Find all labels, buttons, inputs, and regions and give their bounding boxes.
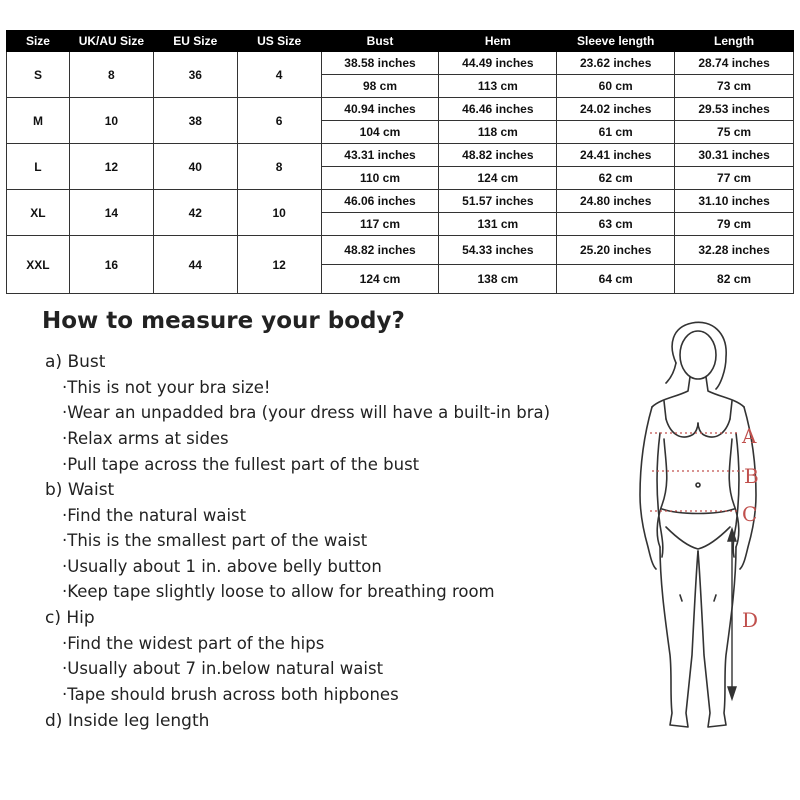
header-bust: Bust <box>321 31 439 52</box>
sleeve-cm-cell: 63 cm <box>557 213 675 236</box>
bust-cm-cell: 124 cm <box>321 265 439 294</box>
size-cell: L <box>7 144 70 190</box>
uk-au-cell: 8 <box>69 52 153 98</box>
list-item: ·This is not your bra size! <box>62 378 271 397</box>
eu-cell: 42 <box>153 190 237 236</box>
bust-cm-cell: 104 cm <box>321 121 439 144</box>
header-us-size: US Size <box>237 31 321 52</box>
hem-cm-cell: 124 cm <box>439 167 557 190</box>
bust-inches-cell: 46.06 inches <box>321 190 439 213</box>
table-row <box>7 236 794 265</box>
eu-cell: 44 <box>153 236 237 294</box>
waist-heading: b) Waist <box>45 480 115 500</box>
hem-inches-cell: 44.49 inches <box>439 52 557 75</box>
sleeve-inches-cell: 23.62 inches <box>557 52 675 75</box>
length-inches-cell: 31.10 inches <box>675 190 794 213</box>
list-item: ·Find the widest part of the hips <box>62 634 325 653</box>
size-cell: XL <box>7 190 70 236</box>
us-cell: 10 <box>237 190 321 236</box>
sleeve-cm-cell: 64 cm <box>557 265 675 294</box>
us-cell: 8 <box>237 144 321 190</box>
list-item: ·Tape should brush across both hipbones <box>62 685 399 704</box>
bust-cm-cell: 98 cm <box>321 75 439 98</box>
sleeve-inches-cell: 24.02 inches <box>557 98 675 121</box>
length-cm-cell: 79 cm <box>675 213 794 236</box>
hem-inches-cell: 46.46 inches <box>439 98 557 121</box>
us-cell: 12 <box>237 236 321 294</box>
header-length: Length <box>675 31 794 52</box>
bust-cm-cell: 117 cm <box>321 213 439 236</box>
list-item: ·Pull tape across the fullest part of the bust <box>62 455 420 474</box>
body-outline-figure-icon <box>600 315 800 745</box>
figure-label-b: B <box>744 464 759 488</box>
header-uk-au-size: UK/AU Size <box>69 31 153 52</box>
sleeve-inches-cell: 25.20 inches <box>557 236 675 265</box>
length-inches-cell: 32.28 inches <box>675 236 794 265</box>
length-cm-cell: 77 cm <box>675 167 794 190</box>
uk-au-cell: 16 <box>69 236 153 294</box>
length-inches-cell: 29.53 inches <box>675 98 794 121</box>
hip-heading: c) Hip <box>45 608 95 628</box>
length-inches-cell: 28.74 inches <box>675 52 794 75</box>
bust-cm-cell: 110 cm <box>321 167 439 190</box>
body-figure-svg <box>600 315 800 745</box>
uk-au-cell: 14 <box>69 190 153 236</box>
us-cell: 6 <box>237 98 321 144</box>
sleeve-cm-cell: 61 cm <box>557 121 675 144</box>
table-row <box>7 144 794 167</box>
eu-cell: 36 <box>153 52 237 98</box>
bust-inches-cell: 48.82 inches <box>321 236 439 265</box>
inside-leg-heading: d) Inside leg length <box>45 711 210 731</box>
figure-label-c: C <box>742 502 758 526</box>
table-row <box>7 98 794 121</box>
length-cm-cell: 73 cm <box>675 75 794 98</box>
bust-inches-cell: 38.58 inches <box>321 52 439 75</box>
table-header-row <box>7 31 794 52</box>
figure-label-a: A <box>742 424 757 448</box>
hem-cm-cell: 131 cm <box>439 213 557 236</box>
hem-inches-cell: 51.57 inches <box>439 190 557 213</box>
sleeve-cm-cell: 62 cm <box>557 167 675 190</box>
length-inches-cell: 30.31 inches <box>675 144 794 167</box>
length-cm-cell: 75 cm <box>675 121 794 144</box>
list-item: ·Keep tape slightly loose to allow for breathing room <box>62 582 495 601</box>
hem-cm-cell: 113 cm <box>439 75 557 98</box>
list-item: ·Find the natural waist <box>62 506 247 525</box>
length-cm-cell: 82 cm <box>675 265 794 294</box>
size-cell: M <box>7 98 70 144</box>
figure-label-d: D <box>742 608 759 632</box>
bust-inches-cell: 40.94 inches <box>321 98 439 121</box>
sleeve-inches-cell: 24.41 inches <box>557 144 675 167</box>
hem-inches-cell: 48.82 inches <box>439 144 557 167</box>
header-hem: Hem <box>439 31 557 52</box>
size-chart-table <box>6 30 794 294</box>
uk-au-cell: 10 <box>69 98 153 144</box>
guide-title: How to measure your body? <box>42 308 405 334</box>
eu-cell: 40 <box>153 144 237 190</box>
hem-cm-cell: 118 cm <box>439 121 557 144</box>
uk-au-cell: 12 <box>69 144 153 190</box>
bust-heading: a) Bust <box>45 352 106 372</box>
hem-inches-cell: 54.33 inches <box>439 236 557 265</box>
header-sleeve-length: Sleeve length <box>557 31 675 52</box>
eu-cell: 38 <box>153 98 237 144</box>
hem-cm-cell: 138 cm <box>439 265 557 294</box>
bust-inches-cell: 43.31 inches <box>321 144 439 167</box>
header-size: Size <box>7 31 70 52</box>
list-item: ·Wear an unpadded bra (your dress will have a built-in bra) <box>62 403 551 422</box>
list-item: ·This is the smallest part of the waist <box>62 531 368 550</box>
table-row <box>7 190 794 213</box>
list-item: ·Usually about 7 in.below natural waist <box>62 659 384 678</box>
size-cell: S <box>7 52 70 98</box>
list-item: ·Usually about 1 in. above belly button <box>62 557 382 576</box>
header-eu-size: EU Size <box>153 31 237 52</box>
sleeve-cm-cell: 60 cm <box>557 75 675 98</box>
us-cell: 4 <box>237 52 321 98</box>
size-cell: XXL <box>7 236 70 294</box>
sleeve-inches-cell: 24.80 inches <box>557 190 675 213</box>
table-row <box>7 52 794 75</box>
list-item: ·Relax arms at sides <box>62 429 229 448</box>
